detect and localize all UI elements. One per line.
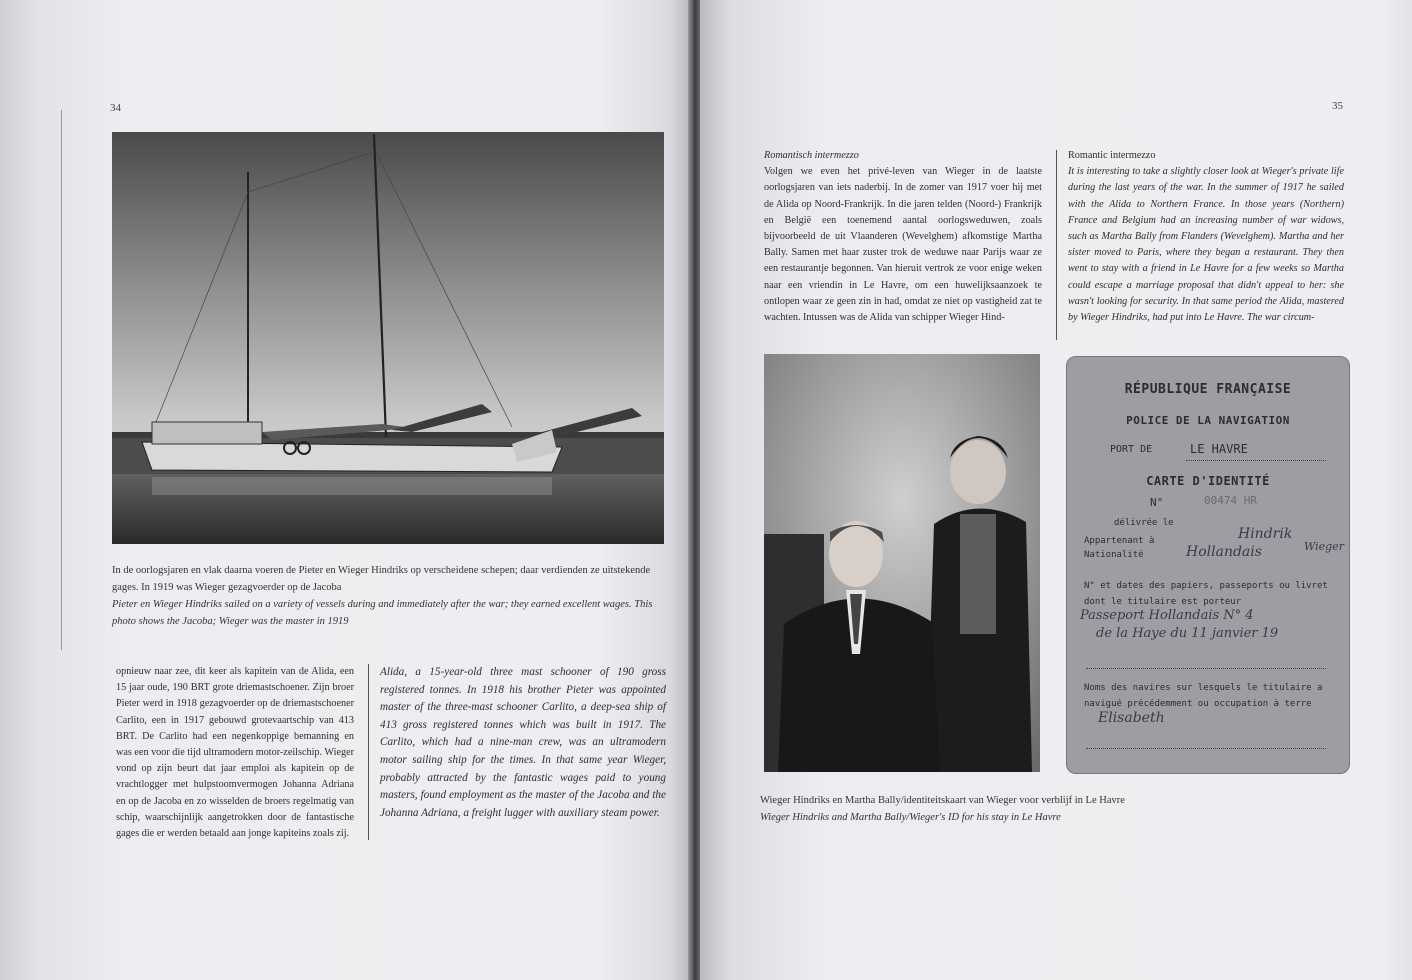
card-republic-heading: RÉPUBLIQUE FRANÇAISE [1124, 382, 1292, 397]
margin-line [61, 110, 62, 650]
card-port-label: PORT DE [1110, 444, 1153, 455]
column-divider [368, 664, 369, 840]
card-delivered-label: délivrée le [1114, 518, 1174, 528]
id-card [1066, 356, 1350, 774]
ship-photo-caption [112, 562, 664, 630]
card-police-heading: POLICE DE LA NAVIGATION [1126, 414, 1290, 427]
left-page [0, 0, 690, 980]
card-dotted-line [1086, 668, 1326, 669]
ship-illustration [112, 132, 664, 544]
portrait-caption-english: Wieger Hindriks and Martha Bally/Wieger's ID for his stay in Le Havre [760, 812, 1061, 823]
card-papers-value-2: de la Haye du 11 janvier 19 [1096, 626, 1279, 641]
card-owner-label: Appartenant à [1084, 536, 1155, 546]
card-papers-label: N° et dates des papiers, passeports ou livret dont le titulaire est porteur [1084, 581, 1328, 607]
ship-caption-english: Pieter en Wieger Hindriks sailed on a variety of vessels during and immediately after the war; they earned excellent wages. This photo shows the Jacoba; Wieger was the master in 1919 [112, 599, 653, 627]
english-paragraph: It is interesting to take a slightly closer look at Wieger's private life during the last years of the war. In the summer of 1917 he sailed with the Alida to Northern France. In those years (Northern) France and Belgium had an increasing number of war widows, such as Martha Bally from Flanders (Wevelghem). Martha and her sister moved to Paris, where they began a restaurant. They then went to stay with a friend in Le Havre for a few weeks so Martha could escape a marriage proposal that didn't appeal to her: she wasn't looking for security. In that same period the Alida, mastered by Wieger Hindriks, had put into Le Havre. The war circum- [1068, 166, 1344, 324]
english-column-block [1068, 148, 1344, 326]
card-port-value: LE HAVRE [1190, 442, 1248, 456]
card-ships-label: Noms des navires sur lesquels le titulaire a navigué précédemment ou occupation à terre [1084, 683, 1323, 709]
dutch-column-block [764, 148, 1042, 326]
column-divider [1056, 150, 1057, 340]
card-number-label: N° [1150, 496, 1164, 509]
portrait-caption-dutch: Wieger Hindriks en Martha Bally/identiteitskaart van Wieger voor verblijf in Le Havre [760, 795, 1125, 806]
portrait-caption [760, 792, 1360, 826]
card-nationality-value: Hollandais [1186, 544, 1262, 560]
card-nationality-label: Nationalité [1084, 550, 1144, 560]
card-papers-value: Passeport Hollandais N° 4 [1080, 608, 1254, 623]
card-number-value: 00474 HR [1204, 494, 1257, 507]
page-number: 35 [1332, 100, 1343, 112]
card-dotted-line [1186, 460, 1326, 461]
card-owner-value-2: Wieger [1304, 540, 1344, 553]
ship-caption-dutch: In de oorlogsjaren en vlak daarna voeren de Pieter en Wieger Hindriks op verscheidene schepen; daar verdienden ze uitstekende gages. In 1919 was Wieger gezagvoerder op de Jacoba [112, 565, 651, 593]
ship-photo [112, 132, 664, 544]
page-number: 34 [110, 102, 121, 114]
dutch-text [764, 148, 1042, 326]
card-ships-value: Elisabeth [1098, 710, 1165, 726]
couple-illustration [764, 354, 1040, 772]
english-text [1068, 148, 1344, 326]
couple-portrait-photo [764, 354, 1040, 772]
card-owner-value: Hindrik [1238, 526, 1293, 542]
card-title: CARTE D'IDENTITÉ [1146, 474, 1270, 488]
card-dotted-line [1086, 748, 1326, 749]
section-heading-dutch: Romantisch intermezzo [764, 150, 859, 161]
dutch-column: opnieuw naar zee, dit keer als kapitein van de Alida, een 15 jaar oude, 190 BRT grote driemastschoener. Zijn broer Pieter werd in 1918 gezagvoerder op de driemastschoener Carlito, een in 1917 gebouwd grotevaartschip van 413 BRT. De Carlito had een negenkoppige bemanning en was een voor die tijd ultramodern motor-zeilschip. Wieger vond op zijn beurt dat jaar emploi als kapitein op de vrachtlogger met hulpstoomvermogen Johanna Adriana en op de Jacoba en zo wisselden de broers regelmatig van schip, waarschijnlijk aangetrokken door de fantastische gages die er werden betaald aan jonge kapiteins zoals zij. [116, 666, 354, 840]
dutch-paragraph: Volgen we even het privé-leven van Wieger in de laatste oorlogsjaren van iets naderbij. In de zomer van 1917 voer hij met de Alida op Noord-Frankrijk. In die jaren telden (Noord-) Frankrijk en België een toenemend aantal oorlogsweduwen, zoals bijvoorbeeld de uit Vlaanderen (Wevelghem) afkomstige Martha Bally. Samen met haar zuster trok de weduwe naar Parijs waar ze een restaurantje begonnen. Van hieruit vertrok ze voor enige weken naar een vriendin in Le Havre, om een huwelijksaanzoek te ontlopen waar ze geen zin in had, omdat ze niet op vastigheid zat te wachten. Intussen was de Alida van schipper Wieger Hind- [764, 166, 1042, 324]
english-column: Alida, a 15-year-old three mast schooner of 190 gross registered tonnes. In 1918 his brother Pieter was appointed master of the three-mast schooner Carlito, a deep-sea ship of 413 gross registered tonnes which was built in 1917. The Carlito, which had a nine-man crew, was an ultramodern motor sailing ship for the times. In that same year Wieger, probably attracted by the fantastic wages paid to young masters, found employment as the master of the Jacoba and the Johanna Adriana, a freight lugger with auxiliary steam power. [380, 666, 666, 819]
section-heading-english: Romantic intermezzo [1068, 150, 1156, 161]
